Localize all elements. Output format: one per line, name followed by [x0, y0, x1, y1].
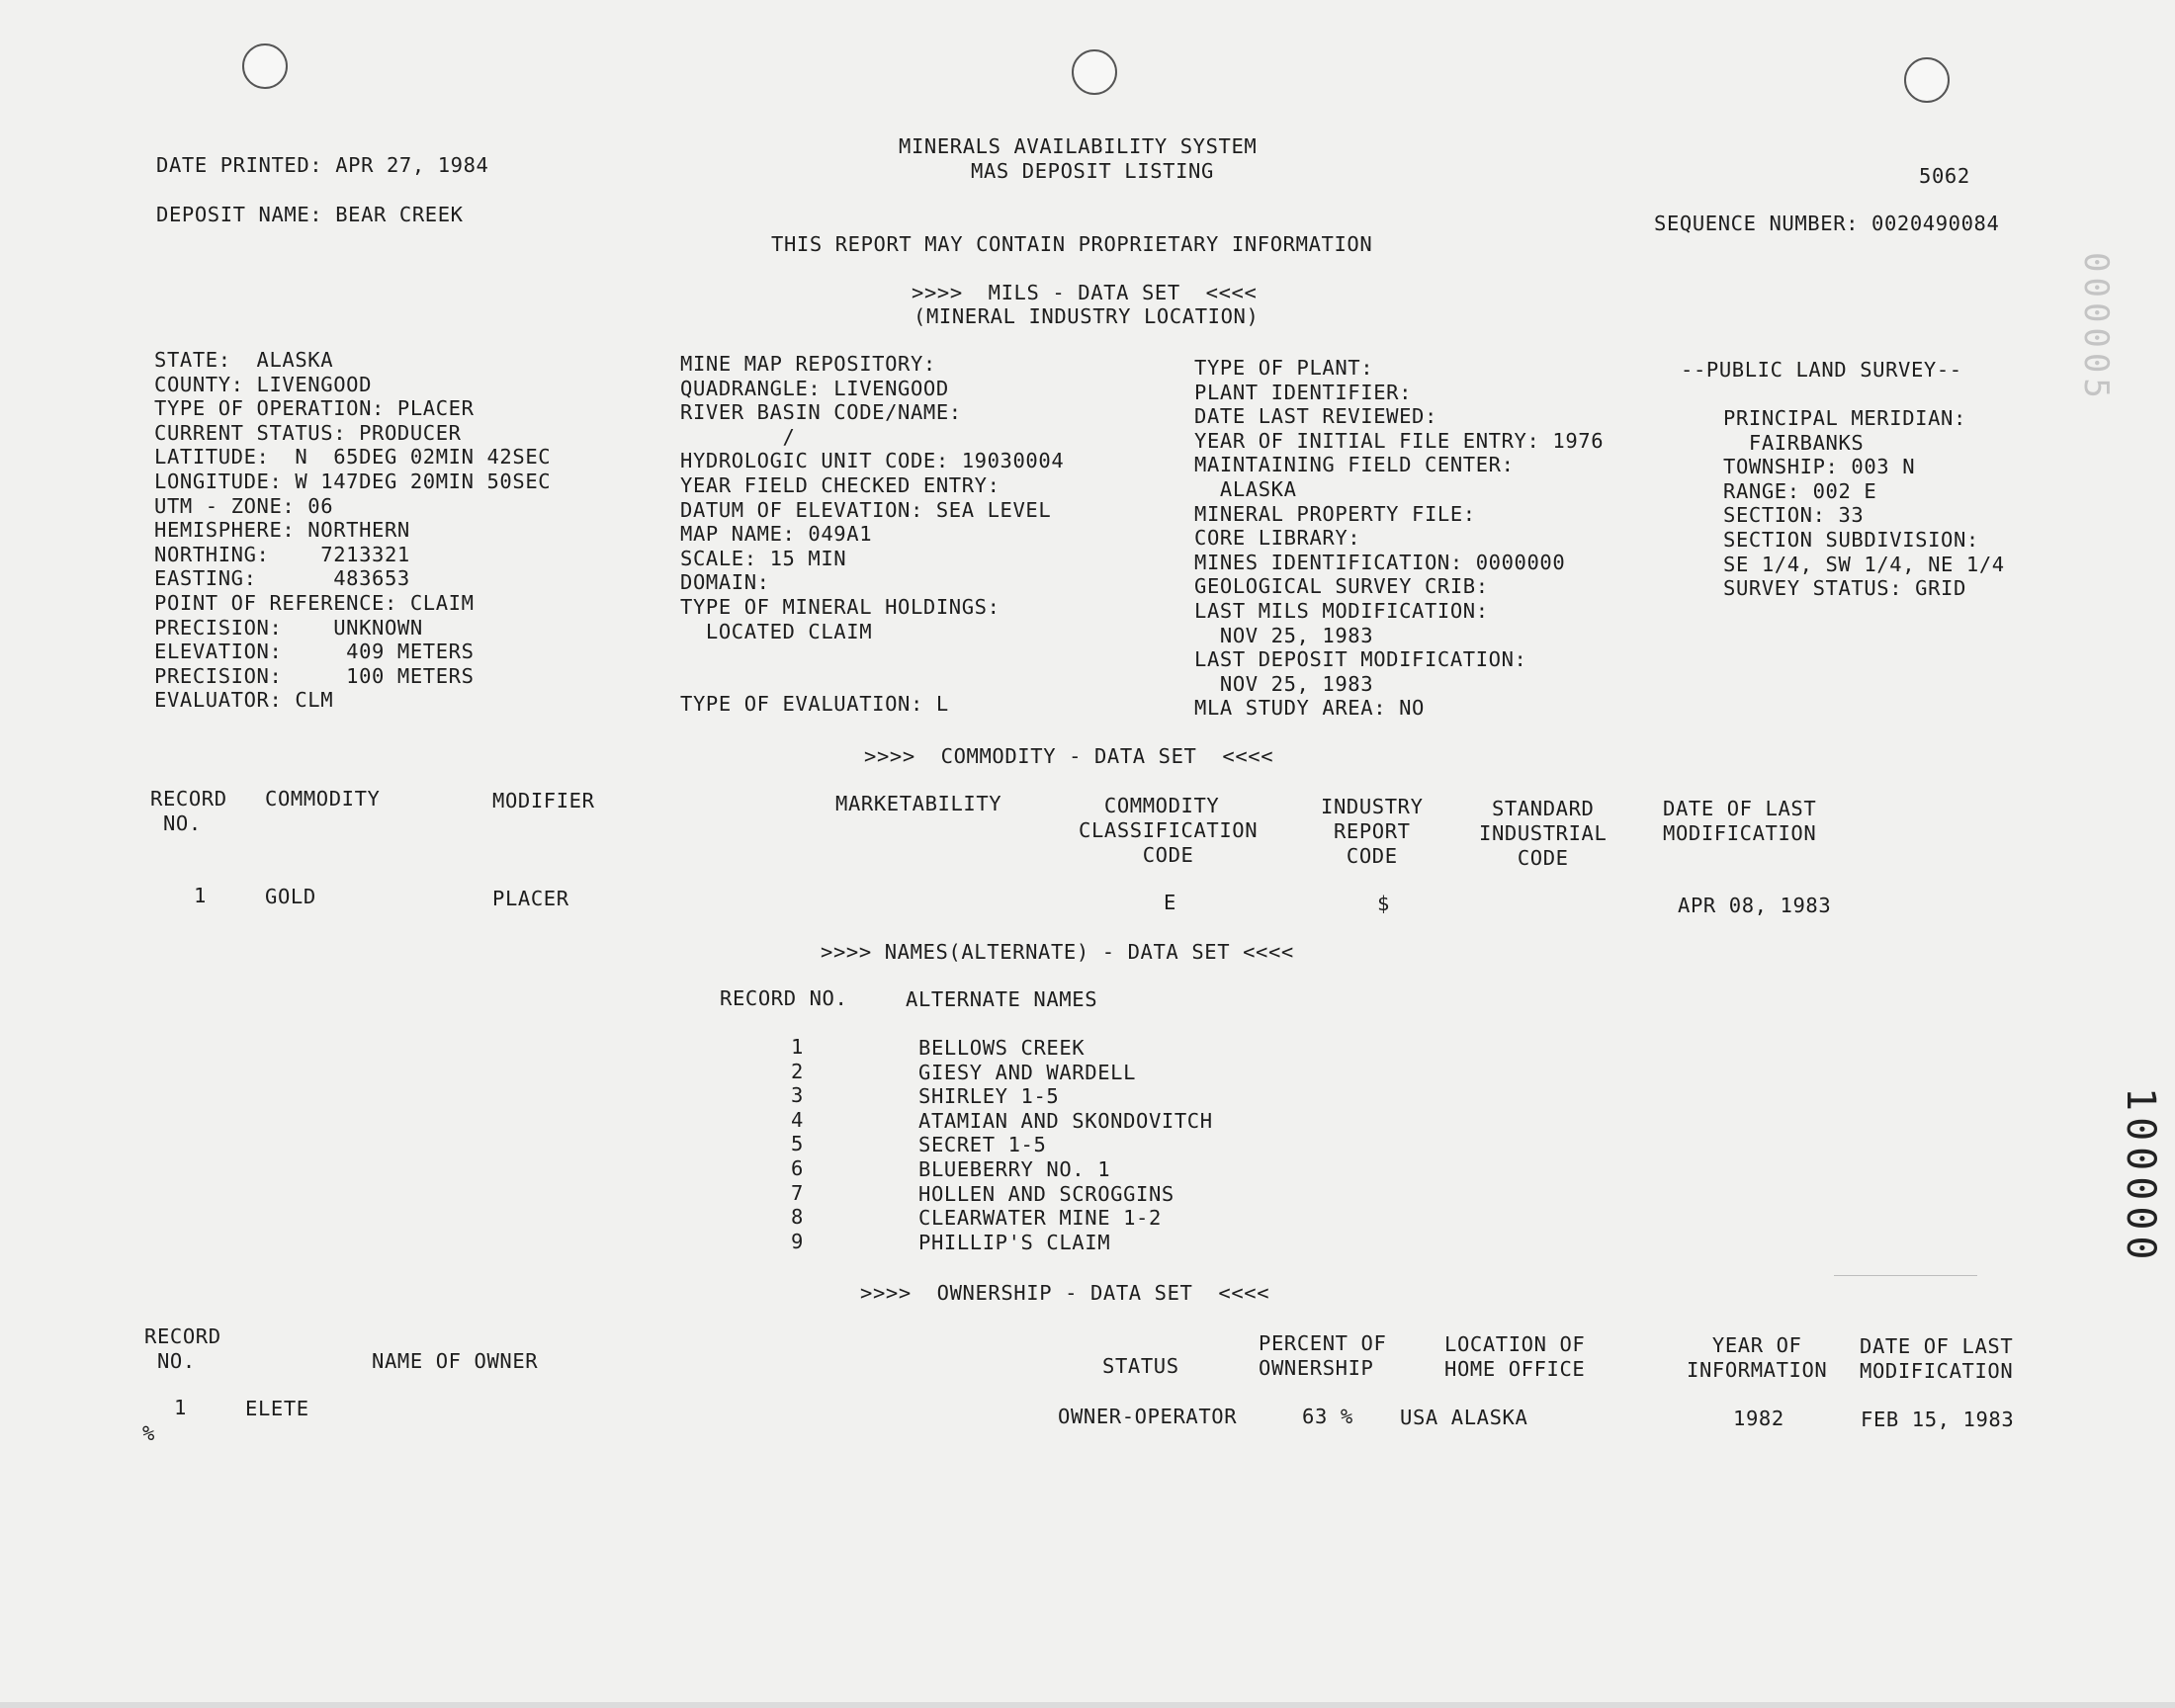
ownership-stray-mark: %	[142, 1421, 155, 1445]
commodity-header-classification: COMMODITY CLASSIFICATION CODE	[1079, 794, 1259, 867]
field-line: GEOLOGICAL SURVEY CRIB:	[1194, 574, 1489, 599]
scan-edge	[0, 1702, 2175, 1708]
field-line: COUNTY: LIVENGOOD	[154, 372, 373, 396]
commodity-row-commodity: GOLD	[265, 885, 316, 908]
deposit-name: DEPOSIT NAME: BEAR CREEK	[156, 203, 464, 226]
field-line: STATE: ALASKA	[154, 348, 334, 372]
field-line: MINE MAP REPOSITORY:	[680, 352, 936, 376]
field-line: RANGE: 002 E	[1723, 478, 1877, 503]
field-line: DATE LAST REVIEWED:	[1194, 404, 1437, 429]
alternate-name-record-no: 4	[791, 1107, 804, 1132]
alternate-name: PHILLIP'S CLAIM	[918, 1230, 1111, 1254]
commodity-header-date: DATE OF LAST MODIFICATION	[1663, 797, 1817, 845]
field-line: EASTING: 483653	[154, 566, 410, 591]
names-heading: >>>> NAMES(ALTERNATE) - DATA SET <<<<	[821, 940, 1294, 964]
alternate-name: GIESY AND WARDELL	[918, 1060, 1137, 1084]
ownership-row-record: 1	[174, 1396, 187, 1419]
names-record-numbers	[791, 1035, 804, 1253]
ownership-header-location: LOCATION OF HOME OFFICE	[1444, 1332, 1586, 1381]
ownership-header-date: DATE OF LAST MODIFICATION	[1860, 1334, 2014, 1383]
page-number: 5062	[1919, 164, 1970, 188]
commodity-header-record: RECORD NO.	[150, 787, 227, 835]
field-line: NOV 25, 1983	[1194, 671, 1374, 696]
field-line: SECTION SUBDIVISION:	[1723, 527, 1979, 552]
date-printed: DATE PRINTED: APR 27, 1984	[156, 153, 489, 177]
listing-title: MAS DEPOSIT LISTING	[971, 159, 1214, 183]
field-line: MINES IDENTIFICATION: 0000000	[1194, 550, 1566, 574]
system-title: MINERALS AVAILABILITY SYSTEM	[899, 134, 1258, 158]
mils-column-mapping	[680, 352, 1064, 717]
field-line	[680, 643, 1064, 668]
field-line: PRECISION: 100 METERS	[154, 663, 475, 688]
field-line: HEMISPHERE: NORTHERN	[154, 518, 410, 543]
mils-heading: >>>> MILS - DATA SET <<<<	[912, 281, 1258, 304]
field-line: DOMAIN:	[680, 570, 770, 595]
field-line: LOCATED CLAIM	[680, 619, 873, 643]
field-line: SURVEY STATUS: GRID	[1723, 576, 1966, 601]
alternate-name: SHIRLEY 1-5	[918, 1084, 1060, 1109]
field-line: MAINTAINING FIELD CENTER:	[1194, 453, 1515, 477]
field-line: LATITUDE: N 65DEG 02MIN 42SEC	[154, 445, 552, 470]
field-line: LAST DEPOSIT MODIFICATION:	[1194, 647, 1527, 672]
mils-column-location	[154, 348, 551, 713]
ownership-row-date: FEB 15, 1983	[1861, 1408, 2015, 1431]
ownership-header-name: NAME OF OWNER	[372, 1349, 539, 1373]
alternate-name-record-no: 1	[791, 1035, 804, 1059]
field-line: TYPE OF OPERATION: PLACER	[154, 396, 475, 421]
field-line: ALASKA	[1194, 476, 1297, 501]
commodity-heading: >>>> COMMODITY - DATA SET <<<<	[864, 744, 1274, 768]
field-line: EVALUATOR: CLM	[154, 688, 334, 713]
alternate-name: HOLLEN AND SCROGGINS	[918, 1181, 1174, 1206]
ownership-row-location: USA ALASKA	[1400, 1406, 1528, 1429]
field-line: TYPE OF PLANT:	[1194, 356, 1374, 380]
field-line: ELEVATION: 409 METERS	[154, 640, 475, 664]
alternate-name: CLEARWATER MINE 1-2	[918, 1206, 1162, 1231]
field-line: PRINCIPAL MERIDIAN:	[1723, 406, 1966, 430]
names-list	[918, 1036, 1213, 1254]
field-line: UTM - ZONE: 06	[154, 493, 334, 518]
ownership-row-year: 1982	[1733, 1407, 1784, 1430]
alternate-name-record-no: 6	[791, 1155, 804, 1180]
ownership-header-percent: PERCENT OF OWNERSHIP	[1259, 1331, 1387, 1380]
ownership-row-name: ELETE	[245, 1397, 309, 1420]
field-line: QUADRANGLE: LIVENGOOD	[680, 376, 949, 400]
field-line: TYPE OF EVALUATION: L	[680, 692, 949, 717]
faint-rule	[1834, 1275, 1977, 1276]
ownership-row-status: OWNER-OPERATOR	[1058, 1405, 1238, 1428]
field-line: MINERAL PROPERTY FILE:	[1194, 501, 1476, 526]
names-header-record: RECORD NO.	[720, 986, 848, 1010]
punch-hole-right	[1904, 57, 1950, 103]
field-line: PLANT IDENTIFIER:	[1194, 380, 1413, 404]
field-line: PRECISION: UNKNOWN	[154, 615, 423, 640]
ownership-header-record: RECORD NO.	[144, 1324, 221, 1373]
field-line: LAST MILS MODIFICATION:	[1194, 598, 1489, 623]
alternate-name-record-no: 8	[791, 1205, 804, 1230]
mils-column-administrative	[1194, 356, 1604, 721]
proprietary-notice: THIS REPORT MAY CONTAIN PROPRIETARY INFORMATION	[771, 232, 1373, 256]
ownership-header-status: STATUS	[1102, 1354, 1179, 1378]
mils-subheading: (MINERAL INDUSTRY LOCATION)	[914, 304, 1260, 328]
field-line: YEAR FIELD CHECKED ENTRY:	[680, 472, 1000, 497]
margin-stamp-lower: 100000	[2118, 1087, 2163, 1266]
commodity-row-classification: E	[1164, 891, 1176, 914]
field-line: NOV 25, 1983	[1194, 623, 1374, 647]
field-line: SE 1/4, SW 1/4, NE 1/4	[1723, 552, 2005, 576]
commodity-row-industry: $	[1377, 892, 1390, 915]
commodity-header-marketability: MARKETABILITY	[835, 792, 1002, 815]
field-line: TYPE OF MINERAL HOLDINGS:	[680, 594, 1000, 619]
margin-stamp-upper: 000005	[2076, 252, 2116, 403]
field-line: MLA STUDY AREA: NO	[1194, 696, 1425, 721]
field-line: TOWNSHIP: 003 N	[1723, 455, 1916, 479]
alternate-name-record-no: 5	[791, 1132, 804, 1156]
commodity-row-modifier: PLACER	[492, 887, 569, 910]
ownership-heading: >>>> OWNERSHIP - DATA SET <<<<	[860, 1281, 1270, 1305]
field-line	[680, 668, 1064, 693]
commodity-header-industry: INDUSTRY REPORT CODE	[1321, 795, 1424, 868]
field-line: POINT OF REFERENCE: CLAIM	[154, 590, 475, 615]
field-line: DATUM OF ELEVATION: SEA LEVEL	[680, 497, 1052, 522]
field-line: MAP NAME: 049A1	[680, 522, 873, 547]
field-line: LONGITUDE: W 147DEG 20MIN 50SEC	[154, 469, 552, 493]
alternate-name-record-no: 9	[791, 1229, 804, 1253]
field-line: CORE LIBRARY:	[1194, 526, 1361, 551]
ownership-header-year: YEAR OF INFORMATION	[1687, 1333, 1828, 1382]
commodity-row-date: APR 08, 1983	[1678, 894, 1832, 917]
field-line: NORTHING: 7213321	[154, 542, 410, 566]
field-line: RIVER BASIN CODE/NAME:	[680, 400, 962, 425]
alternate-name: BELLOWS CREEK	[918, 1036, 1086, 1060]
punch-hole-center	[1072, 49, 1117, 95]
punch-hole-left	[242, 43, 288, 89]
field-line: CURRENT STATUS: PRODUCER	[154, 420, 462, 445]
ownership-row-percent: 63 %	[1302, 1405, 1353, 1428]
commodity-header-commodity: COMMODITY	[265, 787, 381, 811]
alternate-name: SECRET 1-5	[918, 1133, 1047, 1157]
field-line: SECTION: 33	[1723, 503, 1865, 528]
field-line: FAIRBANKS	[1723, 430, 1865, 455]
alternate-name-record-no: 2	[791, 1059, 804, 1083]
names-header-names: ALTERNATE NAMES	[906, 987, 1098, 1011]
alternate-name: BLUEBERRY NO. 1	[918, 1156, 1111, 1181]
public-land-survey-heading: --PUBLIC LAND SURVEY--	[1681, 358, 1962, 382]
alternate-name-record-no: 7	[791, 1180, 804, 1205]
field-line: YEAR OF INITIAL FILE ENTRY: 1976	[1194, 428, 1605, 453]
commodity-header-standard: STANDARD INDUSTRIAL CODE	[1479, 797, 1608, 870]
alternate-name-record-no: 3	[791, 1083, 804, 1108]
field-line: SCALE: 15 MIN	[680, 546, 847, 570]
field-line: HYDROLOGIC UNIT CODE: 19030004	[680, 449, 1065, 473]
commodity-header-modifier: MODIFIER	[492, 789, 595, 812]
mils-column-land-survey	[1723, 406, 2005, 601]
alternate-name: ATAMIAN AND SKONDOVITCH	[918, 1108, 1213, 1133]
commodity-row-record: 1	[194, 884, 207, 907]
field-line: /	[680, 424, 796, 449]
sequence-number: SEQUENCE NUMBER: 0020490084	[1654, 212, 2000, 235]
